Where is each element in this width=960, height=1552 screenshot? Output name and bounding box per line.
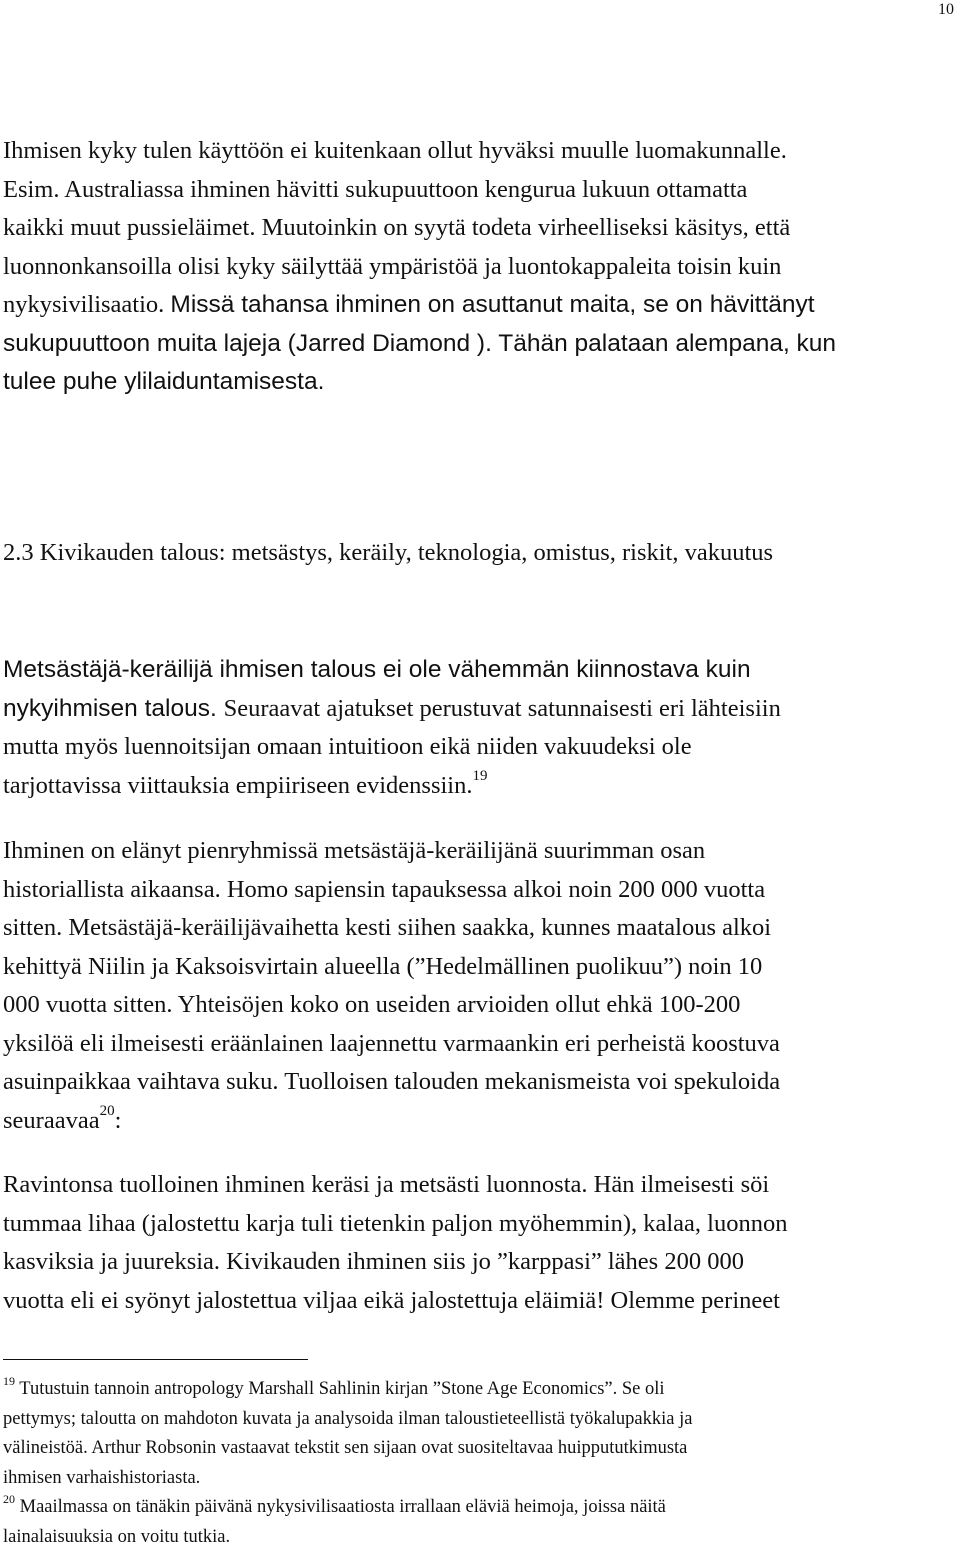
text-run: Metsästäjä-keräilijä ihmisen talous ei ole vähemmän kiinnostava kuin	[3, 656, 751, 683]
text-run: yksilöä eli ilmeisesti eräänlainen laajennettu varmaankin eri perheistä koostuva	[3, 1030, 780, 1057]
paragraph	[3, 1166, 957, 1320]
text-run: 000 vuotta sitten. Yhteisöjen koko on useiden arvioiden ollut ehkä 100-200	[3, 991, 740, 1018]
text-run: tummaa lihaa (jalostettu karja tuli tietenkin paljon myöhemmin), kalaa, luonnon	[3, 1210, 787, 1237]
text-line	[3, 1523, 957, 1552]
text-run: seuraavaa	[3, 1107, 100, 1134]
text-line	[3, 209, 957, 248]
text-run: kaikki muut pussieläimet. Muutoinkin on syytä todeta virheelliseksi käsitys, että	[3, 214, 790, 241]
text-run: ihmisen varhaishistoriasta.	[3, 1468, 200, 1488]
text-run: sukupuuttoon muita lajeja (Jarred Diamond ). Tähän palataan alempana, kun	[3, 330, 836, 357]
text-line	[3, 171, 957, 210]
footnote	[3, 1493, 957, 1552]
text-run: välineistöä. Arthur Robsonin vastaavat tekstit sen sijaan ovat suositeltavaa huippututkimusta	[3, 1438, 687, 1458]
text-line	[3, 1025, 957, 1064]
text-line	[3, 286, 957, 325]
footnote-marker: 19	[3, 1374, 15, 1388]
text-line	[3, 132, 957, 171]
text-line	[3, 986, 957, 1025]
text-line	[3, 1166, 957, 1205]
text-line	[3, 909, 957, 948]
text-run: Seuraavat ajatukset perustuvat satunnaisesti eri lähteisiin	[224, 695, 781, 722]
text-run: kasviksia ja juureksia. Kivikauden ihminen siis jo ”karppasi” lähes 200 000	[3, 1248, 744, 1275]
footnote-marker: 19	[472, 768, 487, 784]
text-run: pettymys; taloutta on mahdoton kuvata ja analysoida ilman taloustieteellistä työkalupakkia ja	[3, 1409, 692, 1429]
text-run: historiallista aikaansa. Homo sapiensin tapauksessa alkoi noin 200 000 vuotta	[3, 876, 765, 903]
text-line	[3, 1405, 957, 1435]
text-run: sitten. Metsästäjä-keräilijävaihetta kesti siihen saakka, kunnes maatalous alkoi	[3, 914, 771, 941]
footnote	[3, 1375, 957, 1493]
text-run: Maailmassa on tänäkin päivänä nykysivilisaatiosta irrallaan eläviä heimoja, joissa näitä	[15, 1497, 666, 1517]
text-run: Ravintonsa tuolloinen ihminen keräsi ja metsästi luonnosta. Hän ilmeisesti söi	[3, 1171, 769, 1198]
section-title: Kivikauden talous: metsästys, keräily, teknologia, omistus, riskit, vakuutus	[40, 539, 773, 566]
text-run: Esim. Australiassa ihminen hävitti sukupuuttoon kengurua lukuun ottamatta	[3, 176, 747, 203]
section-heading	[3, 534, 773, 573]
text-run: lainalaisuuksia on voitu tutkia.	[3, 1527, 230, 1547]
text-line	[3, 690, 957, 729]
paragraph	[3, 651, 957, 805]
text-line	[3, 832, 957, 871]
text-line	[3, 1063, 957, 1102]
text-line	[3, 1243, 957, 1282]
paragraph	[3, 832, 957, 1140]
text-line	[3, 248, 957, 287]
text-line	[3, 1102, 957, 1141]
text-run: Missä tahansa ihminen on asuttanut maita, se on hävittänyt	[170, 291, 814, 318]
text-line	[3, 1493, 957, 1523]
text-line	[3, 325, 957, 364]
text-run: luonnonkansoilla olisi kyky säilyttää ympäristöä ja luontokappaleita toisin kuin	[3, 253, 781, 280]
text-run: Ihmisen kyky tulen käyttöön ei kuitenkaan ollut hyväksi muulle luomakunnalle.	[3, 137, 787, 164]
footnote-separator	[3, 1359, 308, 1360]
text-run: :	[115, 1107, 122, 1134]
text-run: nykysivilisaatio.	[3, 291, 170, 318]
footnote-marker: 20	[3, 1492, 15, 1506]
text-run: vuotta eli ei syönyt jalostettua viljaa eikä jalostettuja eläimiä! Olemme perineet	[3, 1287, 780, 1314]
text-line	[3, 651, 957, 690]
text-line	[3, 363, 957, 402]
text-run: nykyihmisen talous.	[3, 695, 224, 722]
text-run: kehittyä Niilin ja Kaksoisvirtain alueella (”Hedelmällinen puolikuu”) noin 10	[3, 953, 762, 980]
text-run: Ihminen on elänyt pienryhmissä metsästäjä-keräilijänä suurimman osan	[3, 837, 705, 864]
section-number: 2.3	[3, 539, 34, 566]
text-line	[3, 767, 957, 806]
text-run: tulee puhe ylilaiduntamisesta.	[3, 368, 324, 395]
paragraph	[3, 132, 957, 402]
text-line	[3, 948, 957, 987]
text-run: tarjottavissa viittauksia empiiriseen evidenssiin.	[3, 772, 472, 799]
text-run: Tutustuin tannoin antropology Marshall Sahlinin kirjan ”Stone Age Economics”. Se oli	[15, 1379, 665, 1399]
text-line	[3, 728, 957, 767]
text-line	[3, 1434, 957, 1464]
text-line	[3, 1205, 957, 1244]
text-line	[3, 1464, 957, 1494]
text-line	[3, 1375, 957, 1405]
footnote-marker: 20	[100, 1103, 115, 1119]
text-run: asuinpaikkaa vaihtava suku. Tuolloisen talouden mekanismeista voi spekuloida	[3, 1068, 780, 1095]
text-line	[3, 871, 957, 910]
text-run: mutta myös luennoitsijan omaan intuitioon eikä niiden vakuudeksi ole	[3, 733, 692, 760]
text-line	[3, 1282, 957, 1321]
page-number: 10	[938, 0, 954, 20]
